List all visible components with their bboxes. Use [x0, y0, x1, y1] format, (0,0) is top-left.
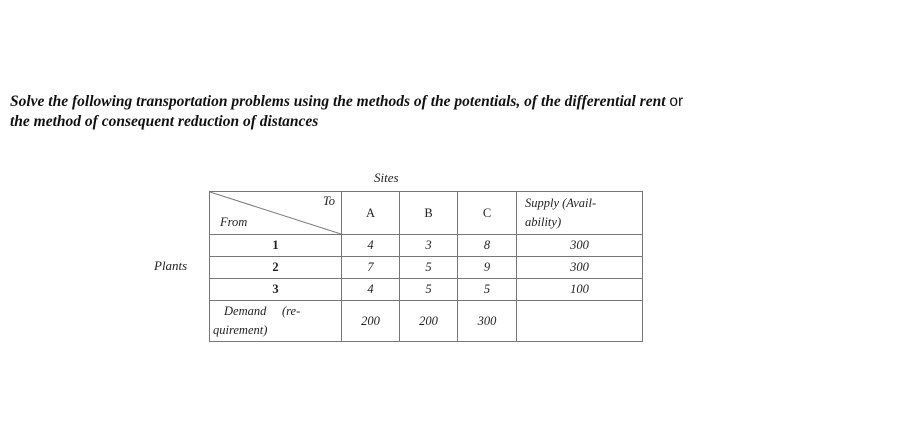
site-header-b: B — [400, 192, 458, 235]
demand-label-line-2: quirement) — [213, 323, 268, 337]
problem-line-2: the method of consequent reduction of distances — [10, 113, 319, 130]
supply-header-line-2: ability) — [525, 215, 562, 229]
cost-cell: 4 — [342, 279, 400, 301]
plant-label: 3 — [210, 279, 342, 301]
plant-label: 2 — [210, 257, 342, 279]
plant-label: 1 — [210, 235, 342, 257]
supply-header — [517, 192, 643, 235]
demand-paren: (re- — [281, 304, 301, 318]
sites-label: Sites — [374, 170, 399, 185]
demand-cell: 200 — [342, 301, 400, 342]
site-header-c: C — [458, 192, 517, 235]
plants-label: Plants — [154, 258, 188, 273]
demand-word: Demand — [224, 304, 267, 318]
corner-from-label: From — [220, 215, 248, 229]
demand-cell: 200 — [400, 301, 458, 342]
site-header-a: A — [342, 192, 400, 235]
cost-cell: 4 — [342, 235, 400, 257]
cost-cell: 9 — [458, 257, 517, 279]
corner-cell — [210, 192, 342, 235]
header-row — [210, 192, 643, 235]
demand-cell: 300 — [458, 301, 517, 342]
supply-header-line-1: Supply (Avail- — [525, 196, 597, 210]
supply-cell: 100 — [517, 279, 643, 301]
supply-cell: 300 — [517, 235, 643, 257]
empty-cell — [517, 301, 643, 342]
demand-row — [210, 301, 643, 342]
table-row — [210, 279, 643, 301]
transportation-table — [209, 191, 643, 342]
demand-label-line-1 — [224, 304, 300, 318]
cost-cell: 5 — [400, 257, 458, 279]
cost-cell: 8 — [458, 235, 517, 257]
problem-or: or — [669, 93, 684, 110]
cost-cell: 5 — [400, 279, 458, 301]
table-row — [210, 235, 643, 257]
table-row — [210, 257, 643, 279]
corner-to-label: To — [322, 194, 335, 208]
demand-label — [210, 301, 342, 342]
problem-statement — [10, 92, 890, 132]
problem-line-1: Solve the following transportation problems using the methods of the potentials, of the differential rent — [10, 93, 666, 110]
supply-cell: 300 — [517, 257, 643, 279]
cost-cell: 5 — [458, 279, 517, 301]
cost-cell: 7 — [342, 257, 400, 279]
cost-cell: 3 — [400, 235, 458, 257]
